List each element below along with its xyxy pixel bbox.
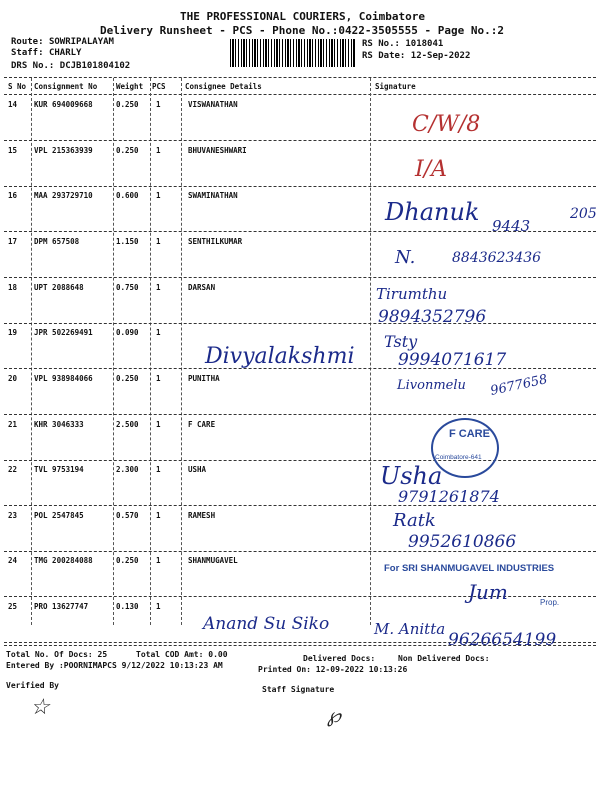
row-weight: 0.750 <box>116 283 139 292</box>
row-pcs: 1 <box>156 283 161 292</box>
row-consignment: POL 2547845 <box>34 511 84 520</box>
col-rule-4 <box>181 78 182 625</box>
staff-signature-mark: ℘ <box>327 703 341 727</box>
entered-by: Entered By :POORNIMAPCS 9/12/2022 10:13:23 AM <box>6 661 223 670</box>
staff-line <box>11 48 81 58</box>
row-pcs: 1 <box>156 602 161 611</box>
phone-row-18: 9894352796 <box>378 307 487 327</box>
row-consignment: KHR 3046333 <box>34 420 84 429</box>
route-value: SOWRIPALAYAM <box>48 37 114 47</box>
row-consignment: VPL 938984066 <box>34 374 93 383</box>
row-sno: 20 <box>8 374 18 383</box>
sig-row-22: Usha <box>380 462 443 490</box>
row-sno: 25 <box>8 602 18 611</box>
staff-label: Staff: <box>11 48 44 58</box>
row-weight: 0.250 <box>116 374 139 383</box>
row-consignment: TMG 200284088 <box>34 556 93 565</box>
drs-label: DRS No.: <box>11 61 55 71</box>
row-rule <box>4 277 596 278</box>
row-rule <box>4 414 596 415</box>
drs-line <box>11 61 130 71</box>
row-pcs: 1 <box>156 100 161 109</box>
col-consignee: Consignee Details <box>185 82 262 91</box>
row-rule <box>4 505 596 506</box>
delivered-docs: Delivered Docs: <box>303 654 376 663</box>
row-consignment: JPR 502269491 <box>34 328 93 337</box>
col-rule-1 <box>31 78 32 625</box>
row-weight: 2.500 <box>116 420 139 429</box>
row-pcs: 1 <box>156 556 161 565</box>
row-consignment: KUR 694009668 <box>34 100 93 109</box>
row-consignment: MAA 293729710 <box>34 191 93 200</box>
row-sno: 15 <box>8 146 18 155</box>
total-cod: Total COD Amt: 0.00 <box>136 650 228 659</box>
row-rule <box>4 186 596 187</box>
rs-date-value: 12-Sep-2022 <box>410 51 471 61</box>
sig-row-15: I/A <box>415 157 447 182</box>
total-docs: Total No. Of Docs: 25 <box>6 650 108 659</box>
row-rule <box>4 460 596 461</box>
col-signature: Signature <box>375 82 416 91</box>
verified-signature: ☆ <box>30 695 50 720</box>
row-sno: 17 <box>8 237 18 246</box>
row-sno: 22 <box>8 465 18 474</box>
verified-by: Verified By <box>6 681 59 690</box>
col-rule-3 <box>150 78 151 625</box>
runsheet-subtitle: Delivery Runsheet - PCS - Phone No.:0422-3505555 - Page No.:2 <box>100 24 504 37</box>
row-consignee: F CARE <box>188 420 216 429</box>
row-sno: 24 <box>8 556 18 565</box>
phone-row-22: 9791261874 <box>398 487 500 506</box>
rs-no-line <box>362 39 443 49</box>
row-consignee: BHUVANESHWARI <box>188 146 247 155</box>
row-weight: 0.250 <box>116 556 139 565</box>
row-weight: 0.570 <box>116 511 139 520</box>
row-pcs: 1 <box>156 465 161 474</box>
row-weight: 0.090 <box>116 328 139 337</box>
non-delivered-docs: Non Delivered Docs: <box>398 654 490 663</box>
col-rule-2 <box>113 78 114 625</box>
row-consignee: SENTHILKUMAR <box>188 237 243 246</box>
rs-date-label: RS Date: <box>362 51 406 61</box>
row-pcs: 1 <box>156 237 161 246</box>
row-consignee: RAMESH <box>188 511 216 520</box>
row-consignee: VISWANATHAN <box>188 100 238 109</box>
sig-row-18: Tirumthu <box>376 285 448 303</box>
phone-row-23: 9952610866 <box>408 532 517 552</box>
row-weight: 0.600 <box>116 191 139 200</box>
fcare-stamp <box>431 418 499 478</box>
fcare-stamp-bottom: Coimbatore-641 <box>435 454 482 461</box>
row-weight: 2.300 <box>116 465 139 474</box>
printed-on: Printed On: 12-09-2022 10:13:26 <box>258 665 408 674</box>
sig-row-16: Dhanuk <box>385 198 480 226</box>
row-sno: 18 <box>8 283 18 292</box>
rs-date-line <box>362 51 470 61</box>
row-sno: 21 <box>8 420 18 429</box>
header-bottom-rule <box>4 94 596 95</box>
row-sno: 19 <box>8 328 18 337</box>
phone2-row-16: 205 <box>570 206 597 222</box>
row-consignee: DARSAN <box>188 283 216 292</box>
sig-row-20: Livonmelu <box>397 378 466 393</box>
phone-row-20: 9677658 <box>489 372 549 399</box>
shanmugavel-stamp: For SRI SHANMUGAVEL INDUSTRIES <box>384 563 555 574</box>
row-rule <box>4 323 596 324</box>
row-pcs: 1 <box>156 328 161 337</box>
col-consignment: Consignment No <box>34 82 98 91</box>
header-top-rule <box>4 77 596 78</box>
row-consignment: TVL 9753194 <box>34 465 84 474</box>
rs-no-label: RS No.: <box>362 39 400 49</box>
row-consignee: USHA <box>188 465 207 474</box>
row-consignment: VPL 215363939 <box>34 146 93 155</box>
row-weight: 0.130 <box>116 602 139 611</box>
row-weight: 1.150 <box>116 237 139 246</box>
shanmugavel-signature: Jum <box>468 580 508 604</box>
row-consignee: SHANMUGAVEL <box>188 556 238 565</box>
row-pcs: 1 <box>156 146 161 155</box>
row-sno: 14 <box>8 100 18 109</box>
rs-no-value: 1018041 <box>405 39 444 49</box>
staff-signature: Staff Signature <box>262 685 335 694</box>
col-sno: S No <box>8 82 27 91</box>
staff-value: CHARLY <box>48 48 82 58</box>
row-consignment: UPT 2088648 <box>34 283 84 292</box>
row-pcs: 1 <box>156 420 161 429</box>
row-sno: 16 <box>8 191 18 200</box>
name-row-19: Divyalakshmi <box>205 344 355 369</box>
company-name: THE PROFESSIONAL COURIERS, Coimbatore <box>180 10 426 23</box>
route-line <box>11 37 114 47</box>
name-row-25: Anand Su Siko <box>203 614 330 634</box>
sig-row-19: Tsty <box>384 332 418 351</box>
row-consignee: SWAMINATHAN <box>188 191 238 200</box>
row-pcs: 1 <box>156 511 161 520</box>
row-pcs: 1 <box>156 374 161 383</box>
prop-stamp: Prop. <box>540 598 560 607</box>
phone-row-19: 9994071617 <box>398 350 507 370</box>
row-sno: 23 <box>8 511 18 520</box>
row-pcs: 1 <box>156 191 161 200</box>
route-label: Route: <box>11 37 44 47</box>
fcare-stamp-top: F CARE <box>449 428 490 440</box>
footer-rule <box>4 645 596 646</box>
phone-row-16: 9443 <box>492 217 531 235</box>
sig-row-17: N. <box>395 247 416 268</box>
phone-row-25: 9626654199 <box>448 630 557 650</box>
drs-value: DCJB101804102 <box>59 61 131 71</box>
row-consignment: PRO 13627747 <box>34 602 89 611</box>
barcode <box>230 39 355 67</box>
row-rule <box>4 140 596 141</box>
col-rule-5 <box>370 78 371 625</box>
sig-row-25: M. Anitta <box>374 620 446 638</box>
row-weight: 0.250 <box>116 146 139 155</box>
row-consignee: PUNITHA <box>188 374 220 383</box>
col-weight: Weight <box>116 82 144 91</box>
sig-row-14: C/W/8 <box>412 112 481 137</box>
row-weight: 0.250 <box>116 100 139 109</box>
sig-row-23: Ratk <box>393 510 436 531</box>
phone-row-17: 8843623436 <box>452 250 542 266</box>
col-pcs: PCS <box>152 82 166 91</box>
row-consignment: DPM 657508 <box>34 237 80 246</box>
